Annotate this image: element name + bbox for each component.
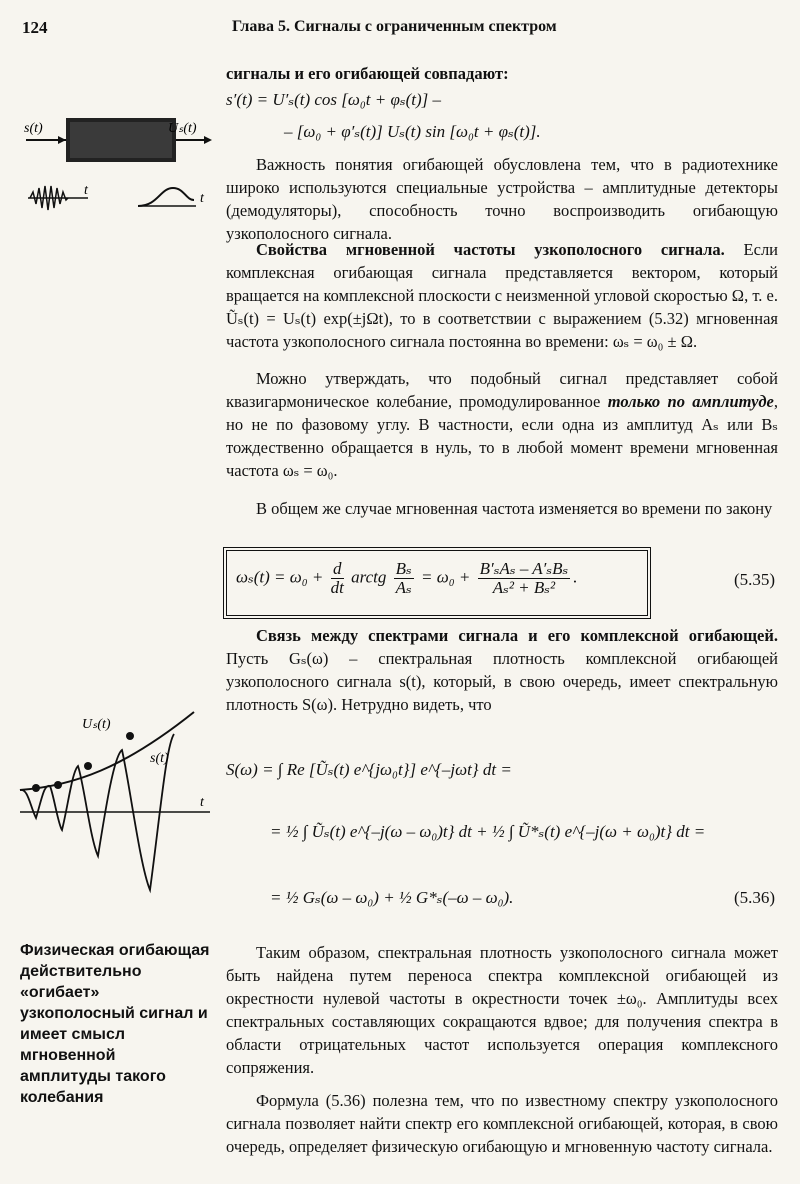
heading-frequency: Свойства мгновенной частоты узкополосного сигнала. xyxy=(256,240,725,259)
input-label: s(t) xyxy=(24,121,43,136)
equation-5-36-line1: S(ω) = ∫ Re [Ũₛ(t) e^{jω₀t}] e^{–jωt} dt = xyxy=(226,760,512,779)
paragraph-general: В общем же случае мгновенная частота изменяется во времени по закону xyxy=(256,499,773,518)
paragraph-quasi: Можно утверждать, что подобный сигнал представляет собой квазигармоническое колебание, промодулированное только по амплитуде, но не по фазовому углу. В частности, если одна из амплитуд Aₛ или Bₛ тождественно обращается в нуль, то в любой момент времени мгновенная частота ωₛ = ω₀. xyxy=(226,369,778,480)
output-label: Uₛ(t) xyxy=(168,121,197,136)
equation-5-35: ωₛ(t) = ω₀ + $\frac{d}{dt}$ arctg $\frac{\text{Bₛ}}{\text{Aₛ}}$ = ω₀ + $\frac{\text{B′ₛAₛ – A′ₛBₛ}}{\text{Aₛ² + Bₛ²}}$ . xyxy=(236,559,578,597)
equation-5-35-number: (5.35) xyxy=(734,570,776,589)
envelope-label: Uₛ(t) xyxy=(82,717,111,732)
paragraph-formula: Формула (5.36) полезна тем, что по известному спектру узкополосного сигнала позволяет найти спектр его комплексной огибающей, которая, в свою очередь, определяет физическую огибающую и мгновенную частоту сигнала. xyxy=(226,1091,778,1156)
detector-figure xyxy=(18,110,218,220)
derivative-eq-line2: – [ω₀ + φ′ₛ(t)] Uₛ(t) sin [ω₀t + φₛ(t)]. xyxy=(284,122,541,141)
equation-5-36-line3: = ½ Gₛ(ω – ω₀) + ½ G*ₛ(–ω – ω₀). xyxy=(270,888,514,907)
input-axis-label: t xyxy=(84,183,88,198)
intro-line: сигналы и его огибающей совпадают: xyxy=(226,64,509,83)
running-head: Глава 5. Сигналы с ограниченным спектром xyxy=(232,18,557,35)
paragraph-frequency: Свойства мгновенной частоты узкополосного сигнала. Если комплексная огибающая сигнала представляется вектором, который вращается на комплексной плоскости с неизменной угловой скоростью Ω, т. е. Ũₛ(t) = Uₛ(t) exp(±jΩt), то в соответствии с выражением (5.32) мгновенная частота узкополосного сигнала постоянна во времени: ωₛ = ω₀ ± Ω. xyxy=(226,240,779,351)
derivative-eq-line1: s′(t) = U′ₛ(t) cos [ω₀t + φₛ(t)] – xyxy=(226,90,442,109)
page-number: 124 xyxy=(22,18,48,37)
emphasis-amplitude: только по амплитуде xyxy=(607,392,774,411)
paragraph-importance: Важность понятия огибающей обусловлена тем, что в радиотехнике широко используются специальные устройства – амплитудные детекторы (демодуляторы), способность точно воспроизводить огибающую узкополосного сигнала. xyxy=(226,155,778,243)
paragraph-spectrum: Связь между спектрами сигнала и его комплексной огибающей. Пусть Gₛ(ω) – спектральная плотность комплексной огибающей узкополосного сигнала s(t), который, в свою очередь, имеет спектральную плотность S(ω). Нетрудно видеть, что xyxy=(226,626,778,714)
output-waveform xyxy=(138,188,194,206)
equation-5-36-number: (5.36) xyxy=(734,888,776,907)
equation-5-36-line2: = ½ ∫ Ũₛ(t) e^{–j(ω – ω₀)t} dt + ½ ∫ Ũ*ₛ(t) e^{–j(ω + ω₀)t} dt = xyxy=(270,822,706,841)
envelope-figure xyxy=(14,706,214,926)
signal-label: s(t) xyxy=(150,751,169,766)
side-note: Физическая огибающая действительно «огибает» узкополосный сигнал и имеет смысл мгновенной амплитуды такого колебания xyxy=(20,942,210,1106)
paragraph-conclusion: Таким образом, спектральная плотность узкополосного сигнала может быть найдена путем переноса спектра комплексной огибающей из окрестности нулевой частоты в окрестности точек ±ω₀. Амплитуды всех спектральных составляющих сокращаются вдвое; для получения спектра в области отрицательных частот используется операция комплексного сопряжения. xyxy=(226,943,778,1077)
output-axis-label: t xyxy=(200,191,204,206)
time-axis-label: t xyxy=(200,795,204,810)
heading-spectrum: Связь между спектрами сигнала и его комплексной огибающей. xyxy=(256,626,778,645)
